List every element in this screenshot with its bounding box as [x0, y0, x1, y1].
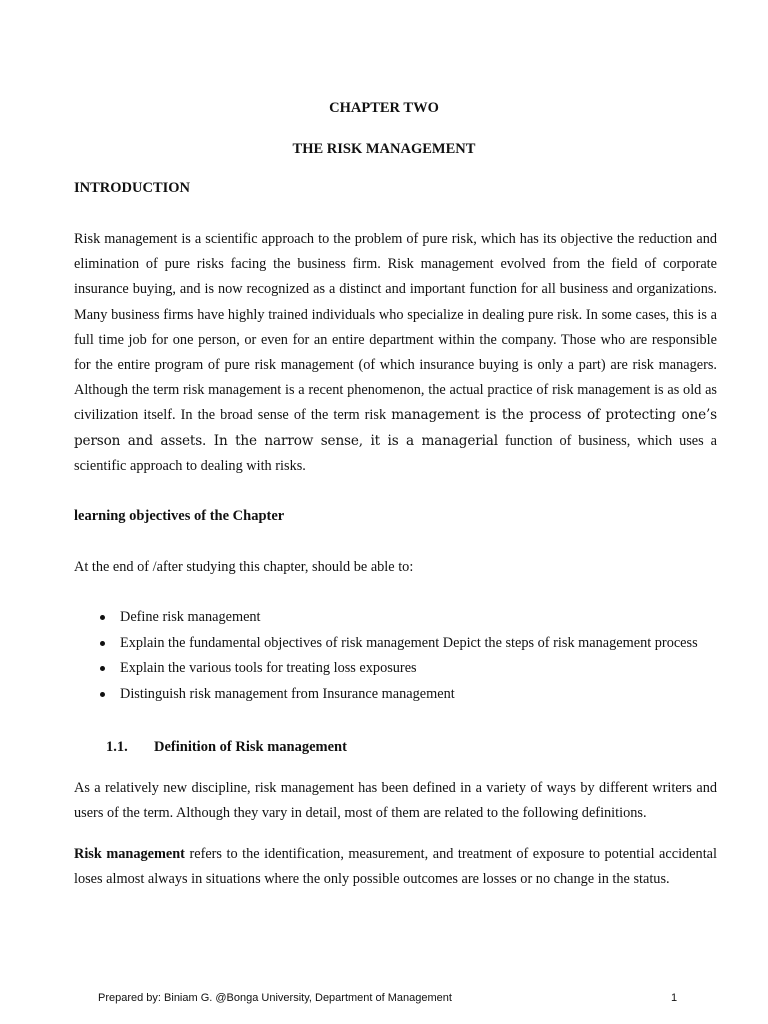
objectives-list	[74, 605, 717, 707]
definition-paragraph: As a relatively new discipline, risk management has been defined in a variety of ways by different writers and users of the term. Although they vary in detail, most of them are related to the following definitions.	[74, 780, 717, 822]
objectives-heading: learning objectives of the Chapter	[74, 508, 285, 524]
list-item	[74, 682, 717, 708]
objective-text: Distinguish risk management from Insurance management	[120, 685, 455, 702]
bullet-icon	[100, 615, 105, 620]
intro-paragraph-part2: management is the process of protecting one’s person and assets. In the narrow sense, it is a managerial	[74, 407, 718, 449]
intro-paragraph-part1: Risk management is a scientific approach to the problem of pure risk, which has its objective the reduction and elimination of pure risks facing the business firm. Risk management evolved from the field of corporate insurance buying, and is now recognized as a distinct and important function for all business and organizations. Many business firms have highly trained individuals who specialize in dealing pure risk. In some cases, this is a full time job for one person, or even for an entire department within the company. Those who are responsible for the entire program of pure risk management (of which insurance buying is only a part) are risk managers. Although the term risk management is a recent phenomenon, the actual practice of risk management is as old as civilization itself. In the broad sense of the term risk	[74, 231, 717, 424]
list-item	[74, 656, 717, 682]
definition-text: refers to the identification, measurement, and treatment of exposure to potential accidental loses almost always in situations where the only possible outcomes are losses or no change in the status.	[74, 846, 717, 888]
section-number: 1.1.	[106, 739, 128, 755]
bullet-icon	[100, 666, 105, 671]
chapter-title: CHAPTER TWO	[329, 100, 439, 116]
definition-title: Definition of Risk management	[154, 739, 347, 755]
objective-text: Define risk management	[120, 609, 261, 625]
definition-heading	[106, 739, 347, 756]
intro-paragraph	[74, 227, 717, 479]
objective-text: Explain the various tools for treating loss exposures	[120, 660, 417, 676]
bullet-icon	[100, 692, 105, 697]
intro-paragraph-part3: function of business, which uses a scientific approach to dealing with risks.	[74, 432, 717, 474]
definition-term: Risk management	[74, 846, 185, 862]
list-item	[74, 631, 717, 657]
introduction-heading: INTRODUCTION	[74, 180, 191, 196]
page-number: 1	[671, 992, 678, 1004]
bullet-icon	[100, 641, 105, 646]
objectives-intro: At the end of /after studying this chapter, should be able to:	[74, 559, 414, 575]
section-title: THE RISK MANAGEMENT	[292, 141, 476, 157]
list-item	[74, 605, 717, 631]
objective-text: Explain the fundamental objectives of risk management Depict the steps of risk management process	[120, 634, 698, 651]
footer-prepared-by: Prepared by: Biniam G. @Bonga University, Department of Management	[98, 992, 452, 1004]
risk-management-definition	[74, 842, 717, 892]
